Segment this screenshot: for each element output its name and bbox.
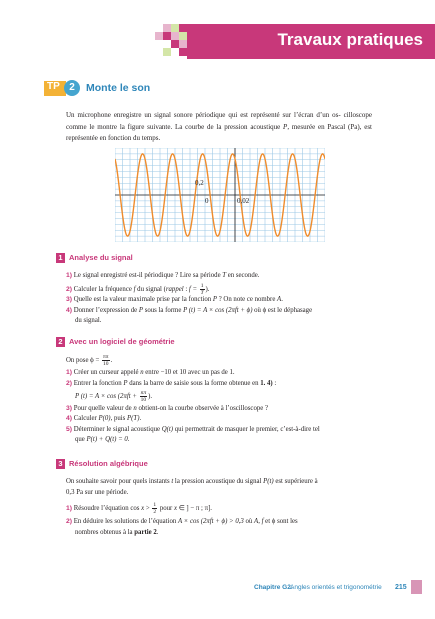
deco-square [163, 32, 171, 40]
section-title: Avec un logiciel de géométrie [69, 337, 175, 346]
page-title: Travaux pratiques [277, 30, 423, 49]
tp-title: Monte le son [86, 82, 151, 94]
footer-square [411, 580, 422, 594]
deco-square [163, 48, 171, 56]
section-number: 3 [56, 459, 65, 469]
footer-chapter: Chapitre G2. [254, 584, 293, 591]
deco-square [171, 24, 179, 32]
question-2-5-cont: que P(t) + Q(t) = 0. [75, 436, 130, 443]
section-number: 1 [56, 253, 65, 263]
question-2-2-formula: P (t) = A × cos (2πft + $\frac{n\pi}{10}$ ). [75, 390, 153, 403]
section-number: 2 [56, 337, 65, 347]
question-2-1: 1) Créer un curseur appelé n entre −10 et 10 avec un pas de 1. [66, 369, 235, 376]
origin-label: 0 [205, 197, 209, 205]
header-band [187, 24, 435, 59]
tp-number: 2 [64, 80, 80, 96]
question-2-4: 4) Calculer P(0), puis P(T). [66, 415, 142, 422]
section-3-intro: On souhaite savoir pour quels instants t la pression acoustique du signal P(t) est supérieure à [66, 478, 318, 485]
oscilloscope-chart [115, 148, 325, 242]
x-tick-label: 0,02 [237, 197, 250, 205]
question-3-1: 1) Résoudre l’équation cos x > $\frac{1}{2}$ pour x ∈ ] − π ; π]. [66, 502, 212, 515]
question-2-3: 3) Pour quelle valeur de n obtient-on la courbe observée à l’oscilloscope ? [66, 405, 268, 412]
question-3-2-cont: nombres obtenus à la partie 2. [75, 529, 159, 536]
question-2-5: 5) Déterminer le signal acoustique Q(t) qui permettrait de masquer le premier, c’est-à-dire tel [66, 426, 320, 433]
footer-subtitle: Angles orientés et trigonométrie [290, 584, 382, 591]
deco-square [155, 32, 163, 40]
section-title: Analyse du signal [69, 253, 133, 262]
question-1-4: 4) Donner l’expression de P sous la forme P (t) = A × cos (2πft + ϕ) où ϕ est le déphasage [66, 307, 313, 314]
page-number: 215 [395, 584, 407, 591]
deco-square [179, 24, 187, 32]
section-3-intro-cont: 0,3 Pa sur une période. [66, 489, 129, 496]
question-3-2: 2) En déduire les solutions de l’équation A × cos (2πft + ϕ) > 0,3 où A, f et ϕ sont les [66, 518, 298, 525]
y-tick-label: 0,2 [195, 179, 204, 187]
deco-square [163, 24, 171, 32]
deco-square [171, 32, 179, 40]
deco-square [179, 40, 187, 48]
question-1-1: 1) Le signal enregistré est-il périodique ? Lire sa période T en seconde. [66, 272, 260, 279]
deco-square [179, 48, 187, 56]
question-2-2: 2) Entrer la fonction P dans la barre de saisie sous la forme obtenue en 1. 4) : [66, 380, 277, 387]
section-title: Résolution algébrique [69, 459, 148, 468]
tp-label: TP [47, 81, 60, 92]
deco-square [179, 32, 187, 40]
intro-paragraph: Un microphone enregistre un signal sonore périodique qui est représenté sur l’écran d’un os- cilloscope comme le montre la figure suivante. La courbe de la pression acoustique P, mesurée en Pascal (Pa), est représentée en fonction du temps. [66, 111, 372, 142]
question-1-4-cont: du signal. [75, 317, 102, 324]
deco-square [171, 40, 179, 48]
question-1-3: 3) Quelle est la valeur maximale prise par la fonction P ? On note ce nombre A. [66, 296, 283, 303]
section-2-pose: On pose ϕ = $\frac{\pi\pi}{10}$ . [66, 354, 113, 367]
question-1-2: 2) Calculer la fréquence f du signal (rappel : f = $\frac{1}{T}$ ). [66, 283, 210, 296]
